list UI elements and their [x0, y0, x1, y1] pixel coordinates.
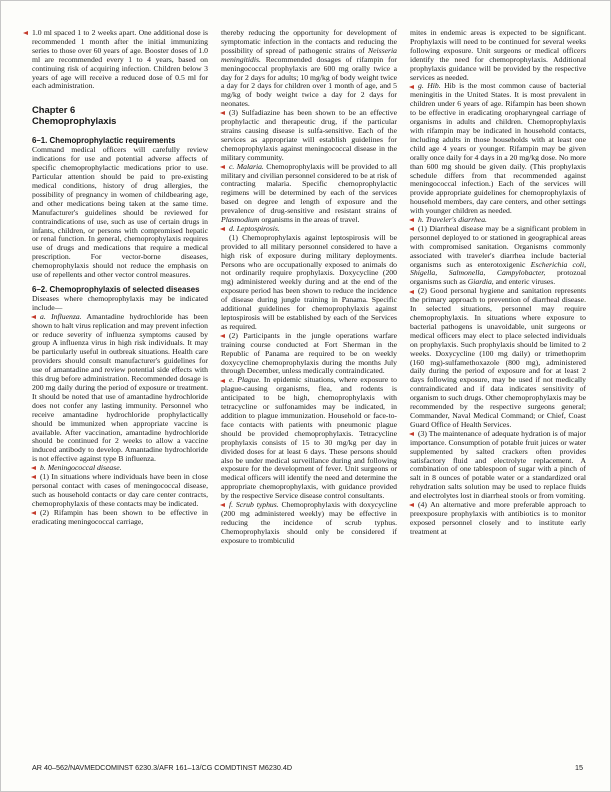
- body-text: 6–1. Chemoprophylactic requirements: [32, 136, 176, 146]
- paragraph: [32, 313, 208, 464]
- annotation-mark-icon: [409, 290, 414, 294]
- paragraph: [221, 163, 397, 225]
- chapter-heading-line: Chemoprophylaxis: [32, 115, 117, 127]
- paragraph: [410, 430, 586, 501]
- body-text: Recommended dosages of rifampin for meningococcal prophylaxis are 600 mg orally twice a day for 2 days for adults; 10 mg/kg of body weight twice a day for 2 days for children over 1 month of age, and 5 mg/kg of body weight twice a day for 2 days for neonates.: [221, 54, 397, 109]
- paragraph: [221, 376, 397, 501]
- body-text: protozoal organisms such as: [410, 268, 586, 287]
- paragraph: [32, 509, 208, 527]
- italic-text: Giardia,: [467, 277, 494, 287]
- column-1: [32, 29, 208, 546]
- paragraph: [32, 473, 208, 509]
- body-text: (3) Sulfadiazine has been shown to be an effective prophylactic and therapeutic drug, if the particular strains causing disease is sulfa-sensitive. Each of the services as appropriate will establish guidelines for chemoprophylaxis against meningococcal disease in the military community.: [221, 108, 397, 162]
- footer-citation: AR 40–562/NAVMEDCOMINST 6230.3/AFR 161–13/CG COMDTINST M6230.4D: [32, 763, 293, 772]
- italic-text: b. Meningococcal disease.: [40, 463, 122, 473]
- paragraph: [221, 29, 397, 109]
- paragraph: [32, 29, 208, 91]
- annotation-mark-icon: [220, 503, 225, 507]
- body-text: organisms in the areas of travel.: [259, 215, 360, 225]
- annotation-mark-icon: [31, 315, 36, 319]
- body-text: Diseases where chemoprophylaxis may be indicated include—: [32, 293, 208, 312]
- annotation-mark-icon: [220, 379, 225, 383]
- italic-text: Escherichia coli, Shigella, Salmonella, Campylobacter,: [410, 259, 587, 278]
- annotation-mark-icon: [409, 227, 414, 231]
- body-text: (1) In situations where individuals have been in close personal contact with cases of meningococcal disease, such as household contacts or day care center contracts, chemoprophylaxis of these contacts may be indicated.: [32, 472, 208, 508]
- annotation-mark-icon: [23, 31, 28, 35]
- paragraph: [410, 82, 586, 216]
- column-3: [410, 29, 586, 546]
- italic-text: d. Leptospirosis.: [229, 223, 280, 233]
- chapter-heading-line: Chapter 6: [32, 104, 76, 116]
- annotation-mark-icon: [31, 466, 36, 470]
- annotation-mark-icon: [220, 227, 225, 231]
- paragraph: [410, 501, 586, 537]
- paragraph: [410, 29, 586, 82]
- body-text: thereby reducing the opportunity for development of symptomatic infection in the contacts and reducing the possibility of spread of pathogenic strains of: [221, 28, 397, 55]
- annotation-mark-icon: [220, 334, 225, 338]
- italic-text: Neisseria meningitidis.: [221, 45, 397, 64]
- paragraph: [221, 332, 397, 377]
- italic-text: g. Hib.: [418, 81, 441, 91]
- paragraph: [32, 295, 208, 313]
- paragraph: [410, 287, 586, 430]
- italic-text: a. Influenza.: [40, 311, 82, 321]
- text-columns: [32, 29, 586, 546]
- italic-text: c. Malaria.: [229, 161, 264, 171]
- body-text: In epidemic situations, where exposure to plague-causing organisms, flea, and rodents is anticipated to be high, chemoprophylaxis with tetracycline or sulfonamides may be indicated, in addition to plague immunization. Household or face-to-face contacts with patients with pneumonic plague should be provided chemoprophylaxis. Tetracycline prophylaxis consists of 15 to 30 mg/kg per day in divided doses for at least 6 days. These persons should also be under medical surveillance during and following exposure for the development of fever. Unit surgeons or medical officers will identify the need and determine the appropriate chemoprophylaxis, with guidance provided by the respective Service disease control consultants.: [221, 375, 398, 501]
- italic-text: e. Plague.: [229, 375, 261, 385]
- body-text: Chemoprophylaxis will be provided to all military and civilian personnel considered to be at risk of contracting malaria. Specific chemoprophylactic regimens will be determined by each of the services based on degree and length of exposure and the prevalence of drug-sensitive and resistant strains of: [221, 161, 397, 216]
- paragraph: [221, 109, 397, 162]
- section-heading: [32, 136, 208, 145]
- paragraph: [32, 146, 208, 280]
- chapter-heading: [32, 104, 208, 126]
- body-text: 6–2. Chemoprophylaxis of selected diseases: [32, 284, 200, 294]
- italic-text: Plasmodium: [221, 215, 260, 225]
- body-text: (2) Good personal hygiene and sanitation represents the primary approach to prevention of diarrheal disease. In selected situations, personnel may require chemoprophylaxis. In situations where exposure to bacterial pathogens is unavoidable, unit surgeons or medical officers may elect to place selected individuals on prophylaxis. Such prophylaxis should be limited to 2 weeks. Doxycycline (100 mg daily) or trimethoprim (160 mg)-sulfamethoxazole (800 mg), administered daily during the period of exposure and for at least 2 days following exposure, may be used if not medically contraindicated and if data indicates sensitivity of organism to such drugs. Other chemoprophylaxis may be recommended by the respective surgeons general; Commander, Naval Medical Command; or Chief, Coast Guard Office of Health Services.: [410, 286, 586, 429]
- page-number: 15: [575, 763, 583, 772]
- body-text: and enteric viruses.: [493, 277, 556, 287]
- italic-text: f. Scrub typhus.: [229, 500, 279, 510]
- body-text: (2) Rifampin has been shown to be effective in eradicating meningococcal carriage,: [32, 507, 208, 526]
- body-text: Amantadine hydrochloride has been shown to halt virus replication and may prevent infection or reduce severity of influenza symptoms caused by group A influenza virus in high risk individuals. It may be particularly useful in outbreak situations. Health care providers should consult manufacturer's guidelines for use of amantadine and review potential side effects with this drug before administration. Recommended dosage is 200 mg daily during the period of exposure or treatment. It should be noted that use of amantadine hydrochloride does not confer any lasting immunity. Personnel who receive amantadine hydrochloride prophylactically should be immunized when appropriate vaccine is available. After vaccination, amantadine hydrochloride should be continued for 2 weeks to allow a vaccine induced antibody to develop. Amantadine hydrochloride is not effective against type B influenza.: [32, 311, 208, 464]
- annotation-mark-icon: [31, 475, 36, 479]
- body-text: (4) An alternative and more preferable approach to preexposure prophylaxis with antibiotics is to monitor exposed personnel closely and to institute early treatment at: [410, 500, 586, 536]
- italic-text: h. Traveler's diarrhea.: [418, 215, 487, 225]
- body-text: (2) Participants in the jungle operations warfare training course conducted at Fort Sherman in the Republic of Panama are required to be on weekly doxycycline chemoprophylaxis during the months July through December, unless medically contraindicated.: [221, 330, 397, 376]
- column-2: [221, 29, 397, 546]
- annotation-mark-icon: [409, 218, 414, 222]
- body-text: 1.0 ml spaced 1 to 2 weeks apart. One additional dose is recommended 1 month after the initial immunizing series to those over 60 years of age. Booster doses of 1.0 ml are recommended every 1 to 4 years, based on continuing risk of acquiring infection. Children below 3 years of age will receive a reduced dose of 0.5 ml for each administration.: [32, 28, 208, 91]
- annotation-mark-icon: [409, 85, 414, 89]
- body-text: (1) Diarrheal disease may be a significant problem in personnel deployed to or stationed in geographical areas with compromised sanitation. Organisms commonly associated with traveler's diarrhea include bacterial organisms such as enterotoxigenic: [410, 223, 586, 269]
- annotation-mark-icon: [220, 111, 225, 115]
- body-text: (3) The maintenance of adequate hydration is of major importance. Consumption of potable fruit juices or water supplemented by salted crackers often provides satisfactory fluid and electrolyte replacement. A combination of one tablespoon of sugar with a pinch of salt in 8 ounces of potable water or a standardized oral rehydration salts solution may be used to replace fluids and electrolytes lost in diarrheal stools or from vomiting.: [410, 428, 586, 501]
- section-heading: [32, 285, 208, 294]
- body-text: (1) Chemoprophylaxis against leptospirosis will be provided to all military personnel considered to have a high risk of exposure during military deployments. Persons who are occupationally exposed to animals do not ordinarily require prophylaxis. Doxycycline (200 mg) administered weekly during and at the end of the exposure period has been shown to reduce the incidence of disease during jungle training in Panama. Specific additional guidelines for chemoprophylaxis against leptospirosis will be established by each of the Services as required.: [221, 232, 397, 331]
- annotation-mark-icon: [31, 511, 36, 515]
- body-text: mites in endemic areas is expected to be significant. Prophylaxis will need to be continued for several weeks following exposure. Unit surgeons or medical officers identify the need for chemoprophylaxis. Additional prophylaxis guidance will be provided by the respective services as needed.: [410, 28, 586, 82]
- paragraph: [221, 501, 397, 546]
- annotation-mark-icon: [220, 165, 225, 169]
- page-footer: [32, 763, 583, 772]
- body-text: Chemoprophylaxis with doxycycline (200 mg administered weekly) may be effective in reducing the incidence of scrub typhus. Chemoprophylaxis should only be considered if exposure to trombiculid: [221, 500, 397, 545]
- paragraph: [221, 234, 397, 332]
- annotation-mark-icon: [409, 432, 414, 436]
- paragraph: [410, 225, 586, 287]
- annotation-mark-icon: [409, 503, 414, 507]
- body-text: Hib is the most common cause of bacterial meningitis in the United States. It is most prevalent in children under 6 years of age. Rifampin has been shown to be effective in eradicating oropharyngeal carriage of organisms in adults and children. Chemoprophylaxis with rifampin may be indicated in household contacts, including adults in those households with at least one child age 4 years or younger. Rifampin may be given orally once daily for 4 days in a 20 mg/kg dose. No more than 600 mg should be given daily. (This prophylaxis schedule differs from that recommended against meningococcal infection.) Each of the services will provide appropriate guidelines for chemoprophylaxis of household members, day care centers, and other settings with younger children as needed.: [410, 81, 586, 216]
- body-text: Command medical officers will carefully review indications for use and potential adverse affects of specific chemoprophylactic medications prior to use. Particular attention should be paid to pre-existing medical conditions, history of drug allergies, the possibility of pregnancy in women of childbearing age, and other medications being taken at the same time. Manufacturer's guidelines should be reviewed for contraindications of use, such as use of certain drugs in infants, children, or persons with compromised hepatic or renal function. In general, chemoprophylaxis requires use of drugs and medications that require a medical prescription. For vector-borne diseases, chemoprophylaxis should not reduce the emphasis on use of repellents and other vector control measures.: [32, 145, 208, 280]
